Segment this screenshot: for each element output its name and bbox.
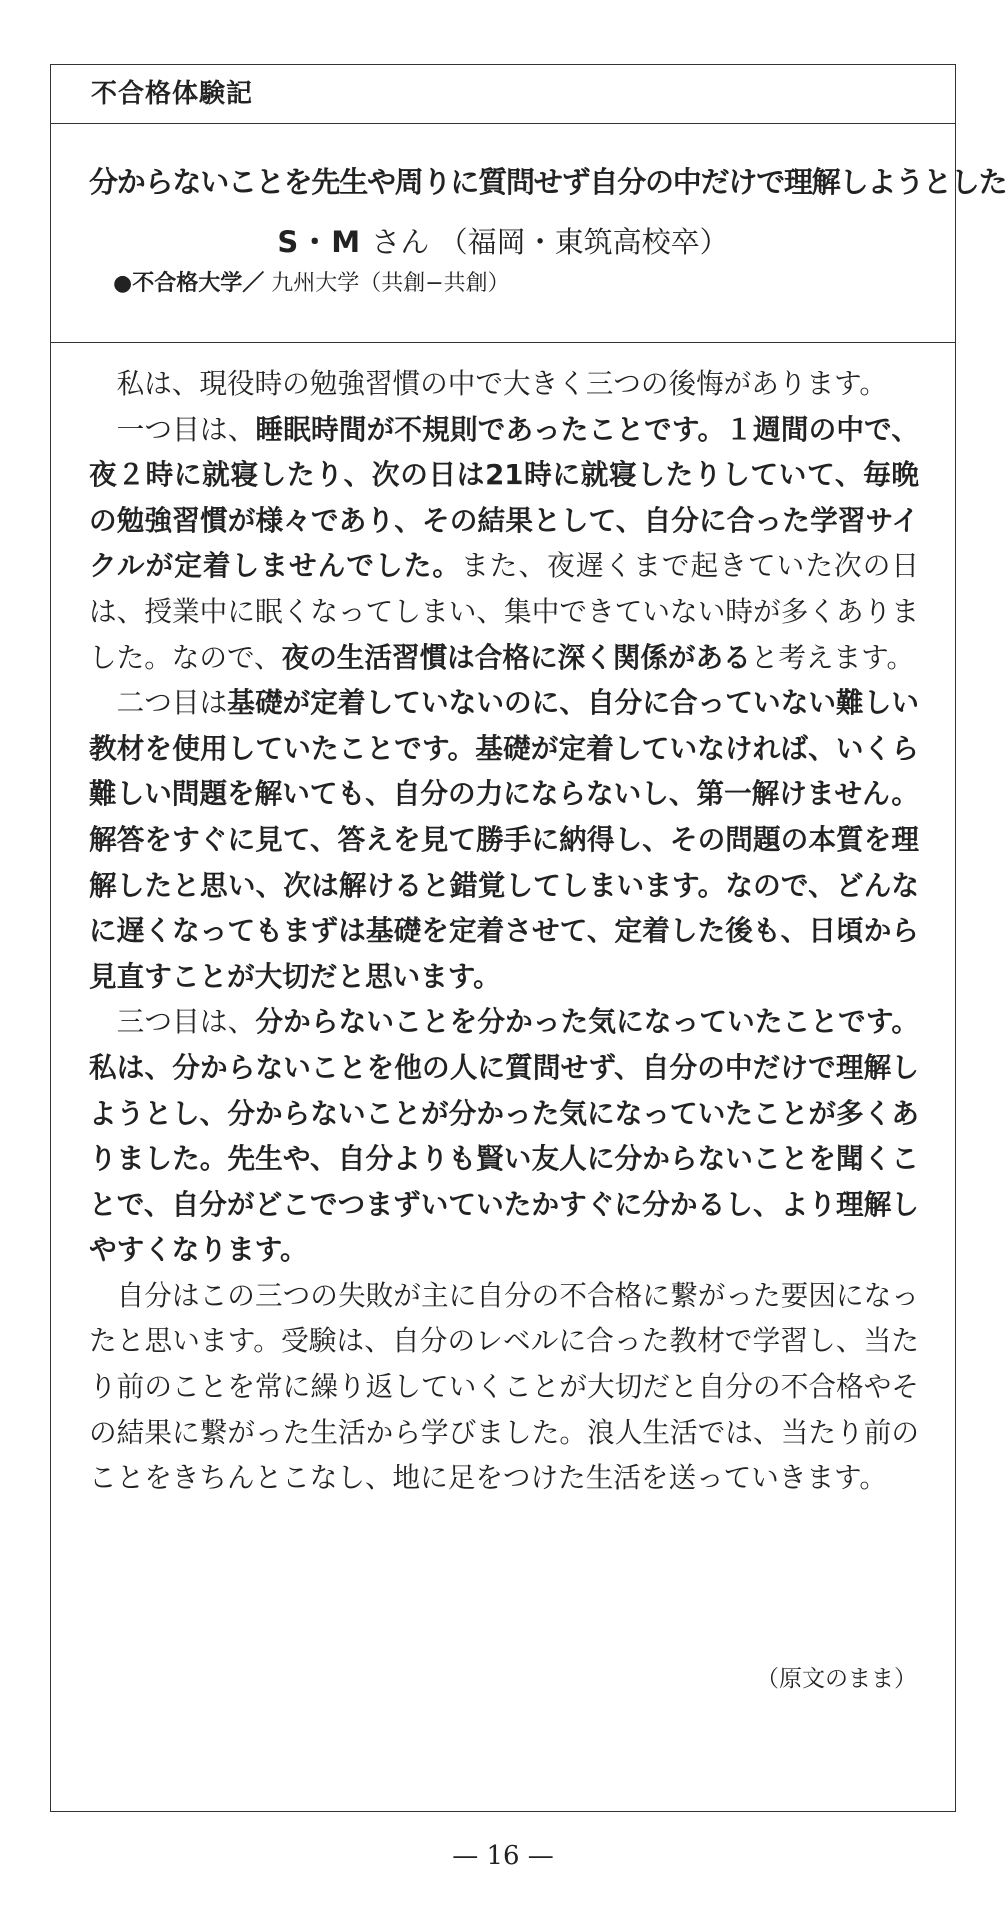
body-paragraph: [89, 999, 919, 1273]
emphasized-text: 基礎が定着していないのに、自分に合っていない難しい教材を使用していたことです。基礎が定着していなければ、いくら難しい問題を解いても、自分の力にならないし、第一解けません。解答をすぐに見て、答えを見て勝手に納得し、その問題の本質を理解したと思い、次は解けると錯覚してしまいます。なので、どんなに遅くなってもまずは基礎を定着させて、定着した後も、日頃から見直すことが大切だと思います。: [89, 686, 919, 993]
body-paragraph: [89, 361, 919, 407]
page-number: — 16 —: [452, 1841, 554, 1871]
failed-university-line: [113, 266, 510, 302]
author-initials: S・M: [277, 225, 363, 259]
emphasized-text: 分からないことを分かった気になっていたことです。私は、分からないことを他の人に質問せず、自分の中だけで理解しようとし、分からないことが分かった気になっていたことが多くありました。先生や、自分よりも賢い友人に分からないことを聞くことで、自分がどこでつまずいていたかすぐに分かるし、より理解しやすくなります。: [89, 1005, 919, 1267]
emphasized-text: 睡眠時間が不規則であったことです。１週間の中で、夜２時に就寝したり、次の日は21時に就寝したりしていて、毎晩の勉強習慣が様々であり、その結果として、自分に合った学習サイクルが定着しませんでした。: [89, 412, 919, 583]
body-text: 私は、現役時の勉強習慣の中で大きく三つの後悔があります。: [116, 367, 888, 400]
original-text-note: （原文のまま）: [756, 1666, 917, 1692]
body-text: 三つ目は、: [116, 1005, 256, 1039]
body-paragraph: [89, 680, 919, 999]
article-header: [51, 124, 1006, 343]
body-text: 一つ目は、: [116, 412, 256, 446]
article-body: [89, 361, 919, 1501]
body-text: 二つ目は: [116, 686, 228, 720]
body-paragraph: [89, 407, 919, 681]
author-line: [51, 220, 955, 264]
body-paragraph: [89, 1273, 919, 1501]
failed-university-label: ●不合格大学／: [113, 271, 265, 296]
emphasized-text: 夜の生活習慣は合格に深く関係がある: [281, 640, 751, 674]
section-label: 不合格体験記: [51, 65, 955, 124]
body-text: 自分はこの三つの失敗が主に自分の不合格に繋がった要因になったと思います。受験は、自分のレベルに合った教材で学習し、当たり前のことを常に繰り返していくことが大切だと自分の不合格やその結果に繋がった生活から学びました。浪人生活では、当たり前のことをきちんとこなし、地に足をつけた生活を送っていきます。: [89, 1278, 919, 1495]
failed-university-value: 九州大学（共創−共創）: [271, 271, 510, 296]
body-text: と考えます。: [750, 640, 915, 674]
article-frame: [50, 64, 1006, 1812]
author-honorific: さん: [371, 225, 430, 259]
body-text: また、夜遅くまで起きていた次の日は、授業中に眠くなってしまい、集中できていない時が多くありました。なので、: [89, 549, 919, 674]
article-headline: 分からないことを先生や周りに質問せず自分の中だけで理解しようとした: [89, 165, 1006, 199]
author-school: （福岡・東筑高校卒）: [438, 225, 729, 259]
